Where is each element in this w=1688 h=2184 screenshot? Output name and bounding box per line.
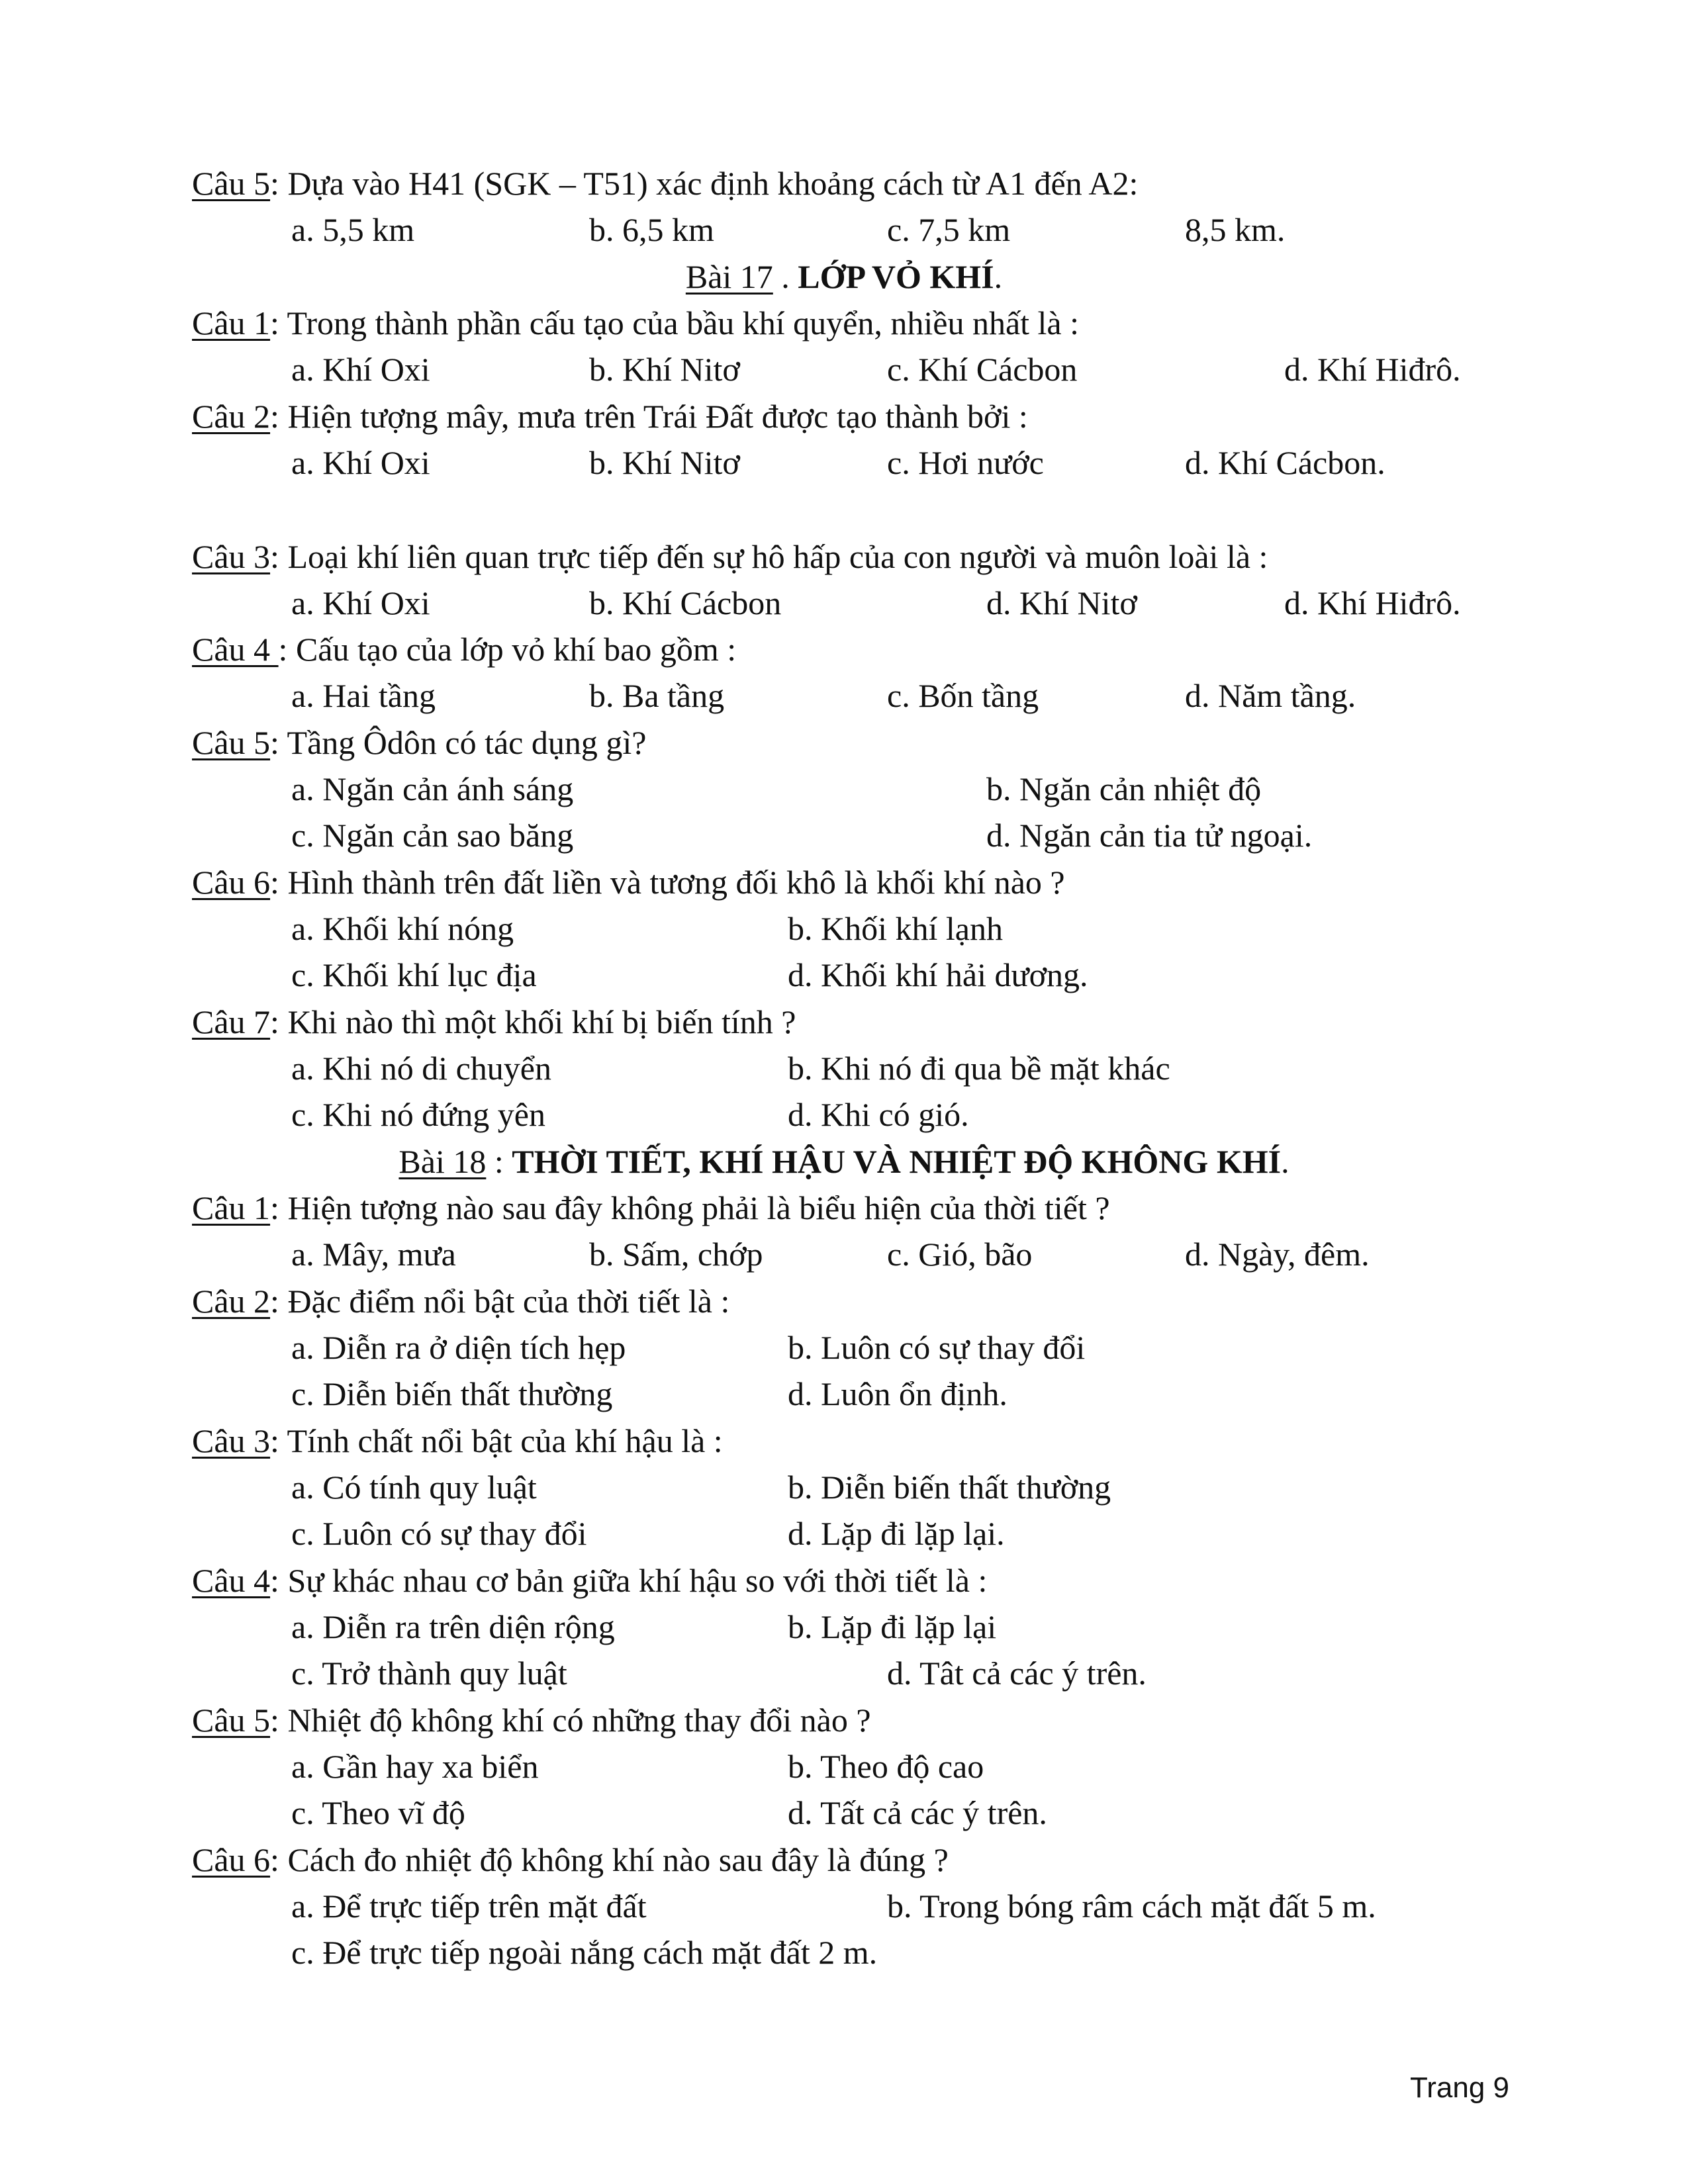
answer-option: b. Lặp đi lặp lại (788, 1608, 997, 1645)
answer-option: d. Ngày, đêm. (1185, 1236, 1370, 1273)
answer-option: d. Tât cả các ý trên. (887, 1655, 1147, 1692)
question-line (192, 1185, 1688, 1231)
page-number: Trang 9 (1410, 2071, 1510, 2104)
lesson-number: Bài 17 (685, 258, 773, 295)
answer-option: a. Khối khí nóng (291, 910, 514, 947)
answer-options (0, 1883, 1688, 1929)
answer-option: a. Khi nó di chuyển (291, 1050, 551, 1087)
answer-option: a. Ngăn cản ánh sáng (291, 770, 574, 807)
question-line (192, 1278, 1688, 1324)
answer-option: d. Khí Hiđrô. (1284, 351, 1461, 388)
answer-options (0, 1231, 1688, 1277)
answer-option: b. Diễn biến thất thường (788, 1469, 1111, 1506)
answer-option: c. Khí Cácbon (887, 351, 1078, 388)
question-text: : Hiện tượng mây, mưa trên Trái Đất được tạo thành bởi : (270, 398, 1028, 435)
question-label: Câu 5 (192, 165, 271, 202)
question-text: : Đặc điểm nổi bật của thời tiết là : (270, 1283, 730, 1320)
question-label: Câu 4 (192, 631, 279, 668)
answer-option: b. Trong bóng râm cách mặt đất 5 m. (887, 1888, 1376, 1925)
answer-options (0, 1604, 1688, 1650)
title-separator: : (486, 1143, 512, 1180)
question-text: : Cấu tạo của lớp vỏ khí bao gồm : (278, 631, 737, 668)
question-label: Câu 6 (192, 864, 271, 901)
answer-option: c. Diễn biến thất thường (291, 1375, 613, 1412)
answer-option: d. Lặp đi lặp lại. (788, 1515, 1005, 1552)
question-label: Câu 3 (192, 538, 271, 575)
question-text: : Loại khí liên quan trực tiếp đến sự hô hấp của con người và muôn loài là : (270, 538, 1268, 575)
question-text: : Hình thành trên đất liền và tương đối khô là khối khí nào ? (270, 864, 1065, 901)
answer-option: c. Để trực tiếp ngoài nắng cách mặt đất 2 m. (291, 1934, 878, 1971)
question-line (192, 859, 1688, 905)
answer-option: a. Hai tầng (291, 677, 436, 714)
title-separator: . (773, 258, 798, 295)
answer-option: d. Khí Hiđrô. (1284, 584, 1461, 621)
answer-option: b. Khí Nitơ (589, 351, 740, 388)
question-label: Câu 3 (192, 1422, 271, 1459)
answer-option: d. Khí Cácbon. (1185, 444, 1385, 481)
answer-options (0, 952, 1688, 998)
question-line (192, 393, 1688, 439)
answer-option: b. Khối khí lạnh (788, 910, 1003, 947)
answer-option: d. Tất cả các ý trên. (788, 1794, 1047, 1831)
answer-options (0, 1464, 1688, 1510)
question-label: Câu 1 (192, 1189, 271, 1226)
answer-options (0, 206, 1688, 253)
answer-option: c. Gió, bão (887, 1236, 1033, 1273)
answer-option: b. Ba tầng (589, 677, 725, 714)
answer-option: c. Luôn có sự thay đổi (291, 1515, 587, 1552)
answer-option: b. Theo độ cao (788, 1748, 984, 1785)
lesson-title (0, 253, 1688, 300)
answer-options (0, 1743, 1688, 1790)
question-label: Câu 7 (192, 1003, 271, 1040)
answer-option: d. Ngăn cản tia tử ngoại. (986, 817, 1313, 854)
lesson-name: LỚP VỎ KHÍ (798, 258, 994, 295)
question-text: : Hiện tượng nào sau đây không phải là biểu hiện của thời tiết ? (270, 1189, 1110, 1226)
answer-option: d. Khi có gió. (788, 1096, 969, 1133)
title-period: . (1281, 1143, 1289, 1180)
answer-option: c. Khối khí lục địa (291, 956, 537, 993)
lesson-number: Bài 18 (399, 1143, 487, 1180)
question-label: Câu 2 (192, 398, 271, 435)
answer-option: d. Năm tầng. (1185, 677, 1356, 714)
question-label: Câu 5 (192, 724, 271, 761)
question-line (192, 1837, 1688, 1883)
lesson-name: THỜI TIẾT, KHÍ HẬU VÀ NHIỆT ĐỘ KHÔNG KHÍ (512, 1143, 1282, 1180)
question-line (192, 626, 1688, 672)
answer-options (0, 1045, 1688, 1091)
answer-option: a. Khí Oxi (291, 584, 430, 621)
answer-option: b. 6,5 km (589, 211, 714, 248)
answer-option: a. Khí Oxi (291, 351, 430, 388)
answer-options (0, 672, 1688, 719)
question-text: : Tính chất nổi bật của khí hậu là : (270, 1422, 723, 1459)
answer-options (0, 1371, 1688, 1417)
question-label: Câu 1 (192, 304, 271, 341)
answer-option: c. Ngăn cản sao băng (291, 817, 574, 854)
answer-option: c. Trở thành quy luật (291, 1655, 567, 1692)
question-line (192, 999, 1688, 1045)
answer-option: a. Có tính quy luật (291, 1469, 537, 1506)
question-label: Câu 2 (192, 1283, 271, 1320)
question-text: : Cách đo nhiệt độ không khí nào sau đây là đúng ? (270, 1841, 949, 1878)
answer-options (0, 1790, 1688, 1836)
answer-option: c. Khi nó đứng yên (291, 1096, 545, 1133)
question-label: Câu 4 (192, 1562, 271, 1599)
answer-option: d. Khối khí hải dương. (788, 956, 1088, 993)
answer-option: b. Khí Nitơ (589, 444, 740, 481)
answer-options (0, 346, 1688, 392)
answer-option: c. 7,5 km (887, 211, 1011, 248)
answer-option: d. Khí Nitơ (986, 584, 1137, 621)
answer-option: a. 5,5 km (291, 211, 415, 248)
question-text: : Sự khác nhau cơ bản giữa khí hậu so với thời tiết là : (270, 1562, 988, 1599)
question-text: : Trong thành phần cấu tạo của bầu khí quyển, nhiều nhất là : (270, 304, 1080, 341)
question-line (192, 1418, 1688, 1464)
answer-options (0, 1324, 1688, 1371)
answer-option: b. Khí Cácbon (589, 584, 782, 621)
answer-options (0, 439, 1688, 486)
answer-options (0, 1650, 1688, 1696)
question-label: Câu 5 (192, 1702, 271, 1739)
answer-option: 8,5 km. (1185, 211, 1286, 248)
question-line (192, 533, 1688, 580)
lesson-title (0, 1138, 1688, 1185)
question-line (192, 719, 1688, 766)
answer-option: a. Diễn ra trên diện rộng (291, 1608, 615, 1645)
question-line (192, 1557, 1688, 1604)
answer-options (0, 1510, 1688, 1557)
answer-options (0, 766, 1688, 812)
answer-option: c. Hơi nước (887, 444, 1044, 481)
answer-options (0, 1929, 1688, 1976)
answer-option: a. Khí Oxi (291, 444, 430, 481)
question-text: : Dựa vào H41 (SGK – T51) xác định khoảng cách từ A1 đến A2: (270, 165, 1139, 202)
question-text: : Khi nào thì một khối khí bị biến tính ? (270, 1003, 796, 1040)
question-text: : Nhiệt độ không khí có những thay đổi nào ? (270, 1702, 871, 1739)
answer-option: b. Ngăn cản nhiệt độ (986, 770, 1262, 807)
question-line (192, 1697, 1688, 1743)
answer-option: b. Sấm, chớp (589, 1236, 763, 1273)
answer-option: b. Khi nó đi qua bề mặt khác (788, 1050, 1170, 1087)
question-line (192, 300, 1688, 346)
answer-options (0, 580, 1688, 626)
answer-option: a. Mây, mưa (291, 1236, 456, 1273)
answer-option: b. Luôn có sự thay đổi (788, 1329, 1086, 1366)
answer-option: c. Bốn tầng (887, 677, 1039, 714)
answer-option: a. Để trực tiếp trên mặt đất (291, 1888, 647, 1925)
answer-options (0, 812, 1688, 858)
question-text: : Tầng Ôdôn có tác dụng gì? (270, 724, 647, 761)
answer-options (0, 905, 1688, 952)
answer-options (0, 1091, 1688, 1138)
answer-option: d. Luôn ổn định. (788, 1375, 1008, 1412)
question-line (192, 160, 1688, 206)
answer-option: c. Theo vĩ độ (291, 1794, 465, 1831)
answer-option: a. Gần hay xa biển (291, 1748, 539, 1785)
question-label: Câu 6 (192, 1841, 271, 1878)
title-period: . (994, 258, 1003, 295)
answer-option: a. Diễn ra ở diện tích hẹp (291, 1329, 626, 1366)
